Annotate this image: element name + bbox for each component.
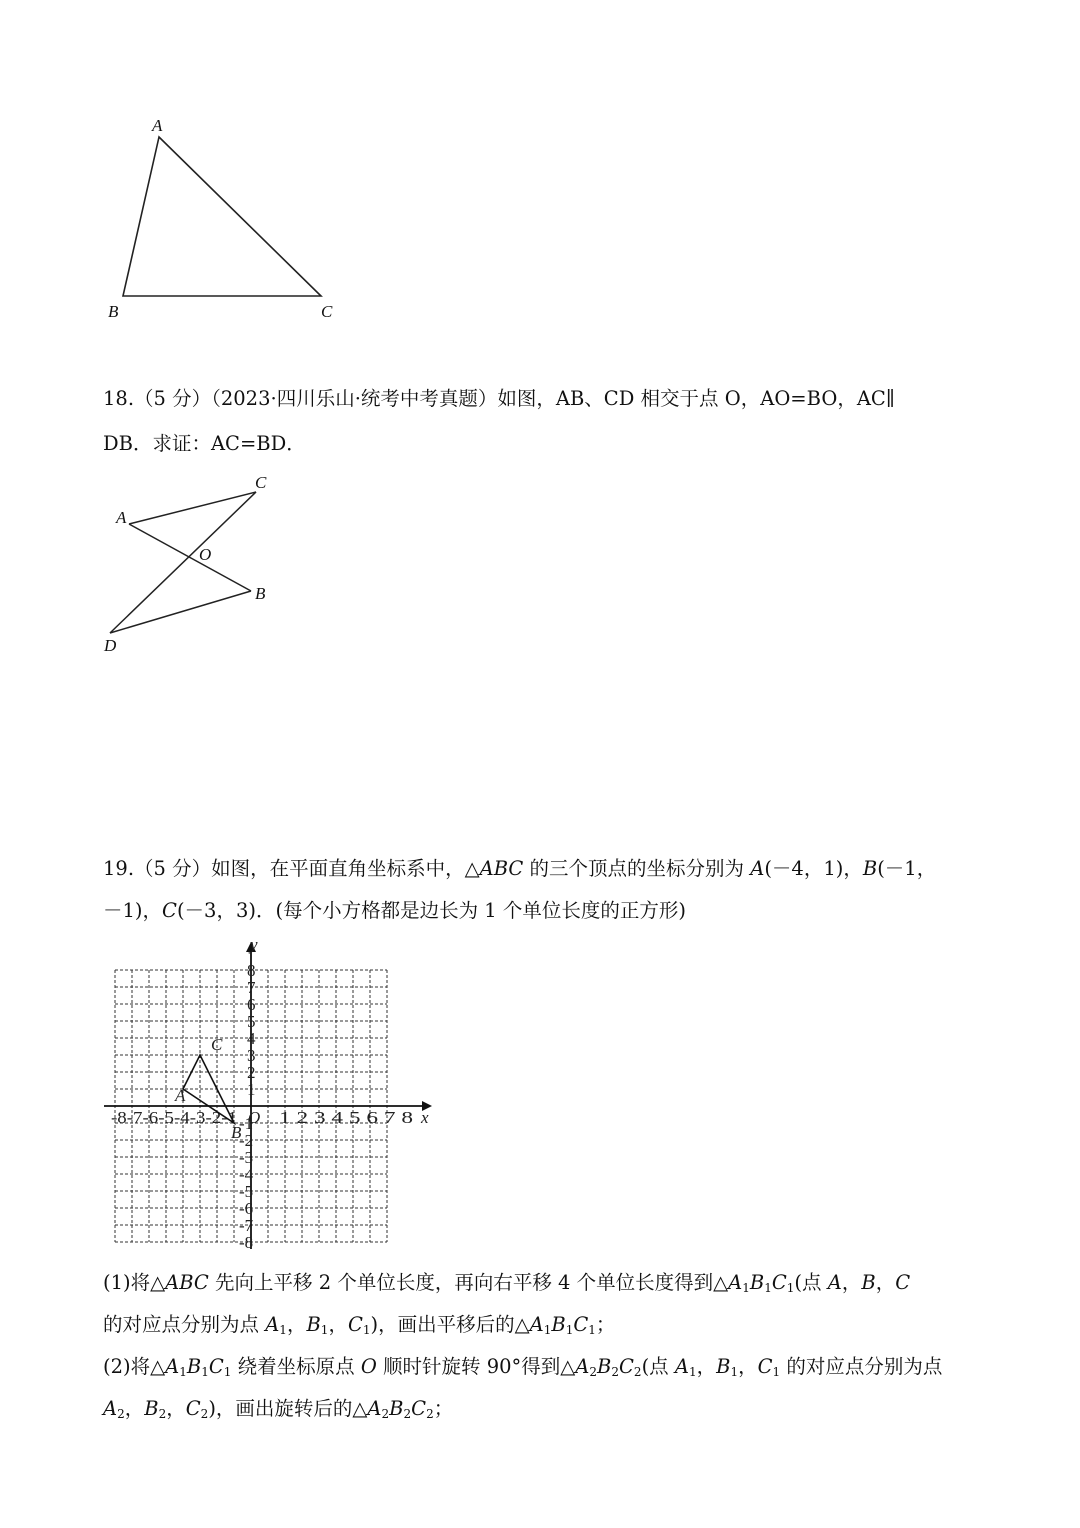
- y-tick-label: -4: [239, 1165, 254, 1184]
- y-tick-label: -3: [239, 1148, 254, 1167]
- grid-label-b: B: [231, 1123, 242, 1142]
- q18-label-c: C: [255, 473, 267, 492]
- q18-text-line2: DB．求证：AC=BD．: [103, 432, 306, 455]
- y-tick-label: -2: [239, 1131, 254, 1150]
- y-tick-label: 1: [247, 1080, 256, 1099]
- q19-part1-line2: 的对应点分别为点 $A_1$，$B_1$，$C_1$)，画出平移后的$\triangle A_1B_1C_1$；: [103, 1313, 616, 1337]
- q18-label-b: B: [255, 584, 266, 603]
- coordinate-grid: [0, 0, 460, 1260]
- y-tick-label: 4: [247, 1029, 256, 1048]
- y-tick-label: 8: [247, 961, 256, 980]
- y-tick-label: 6: [247, 995, 256, 1014]
- q19-text-line1: 19.（5 分）如图，在平面直角坐标系中，△ABC 的三个顶点的坐标分别为 A(－4，1)，B(－1，: [103, 857, 937, 880]
- x-ticks-negative: -8-7-6-5-4-3-2-1: [111, 1108, 237, 1127]
- y-tick-label: 3: [247, 1046, 256, 1065]
- fig1-label-a: A: [152, 116, 163, 135]
- y-tick-label: 5: [247, 1012, 256, 1031]
- y-axis-label: y: [250, 935, 258, 954]
- y-tick-label: -8: [239, 1233, 254, 1252]
- fig1-label-c: C: [321, 302, 333, 321]
- q19-text-line2: －1)，C(－3，3)．(每个小方格都是边长为 1 个单位长度的正方形): [103, 899, 686, 922]
- y-tick-label: -1: [239, 1114, 254, 1133]
- grid-label-c: C: [211, 1035, 223, 1054]
- x-ticks-positive: 1 2 3 4 5 6 7 8: [279, 1108, 413, 1127]
- q18-text-line1: 18.（5 分）（2023·四川乐山·统考中考真题）如图，AB、CD 相交于点 O，AO=BO，AC∥: [103, 387, 895, 410]
- y-tick-label: 7: [247, 978, 256, 997]
- y-tick-label: -7: [239, 1216, 254, 1235]
- y-tick-label: 2: [247, 1063, 256, 1082]
- origin-label: O: [248, 1108, 261, 1127]
- y-tick-label: -6: [239, 1199, 254, 1218]
- q18-label-o: O: [199, 545, 212, 564]
- q19-part2-line1: (2)将$\triangle A_1B_1C_1$ 绕着坐标原点 O 顺时针旋转 90°得到$\triangle A_2B_2C_2$(点 $A_1$，$B_1$，$C_1$ 的对应点分别为点: [103, 1355, 943, 1379]
- q18-label-d: D: [104, 636, 117, 655]
- fig1-label-b: B: [108, 302, 119, 321]
- grid-label-a: A: [175, 1086, 186, 1105]
- q19-part2-line2: $A_2$，$B_2$，$C_2$)，画出旋转后的$\triangle A_2B_2C_2$；: [103, 1397, 454, 1421]
- q18-label-a: A: [116, 508, 127, 527]
- q19-part1-line1: (1)将△ABC 先向上平移 2 个单位长度，再向右平移 4 个单位长度得到$\triangle A_1B_1C_1$(点 A，B，C: [103, 1271, 911, 1295]
- y-tick-label: -5: [239, 1182, 254, 1201]
- x-axis-label: x: [421, 1108, 429, 1127]
